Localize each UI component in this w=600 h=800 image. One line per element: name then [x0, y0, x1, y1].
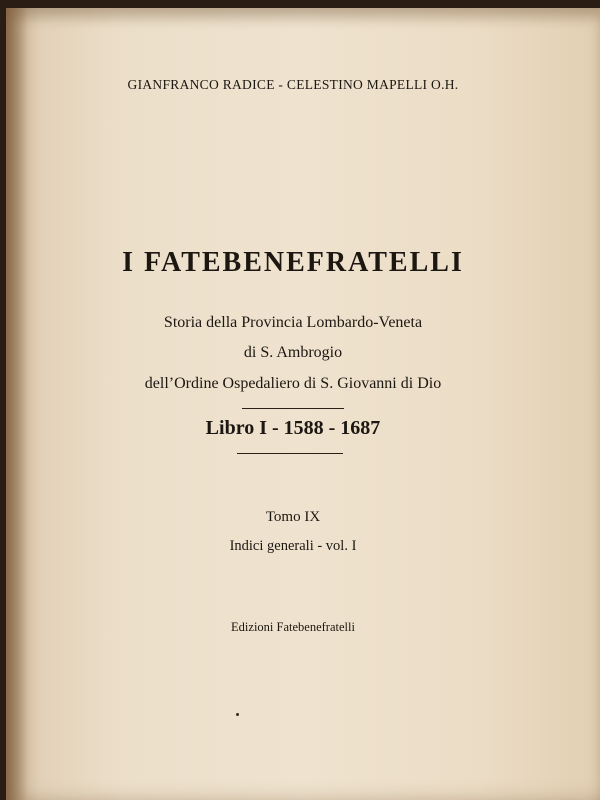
index-label: Indici generali - vol. I	[229, 538, 357, 554]
authors-line: GIANFRANCO RADICE - CELESTINO MAPELLI O.H.	[127, 77, 459, 92]
paper-speck	[236, 713, 239, 716]
subtitle-line-3: dell’Ordine Ospedaliero di S. Giovanni di Dio	[144, 375, 442, 392]
subtitle-line-1: Storia della Provincia Lombardo-Veneta	[163, 314, 423, 331]
divider-top	[242, 408, 344, 409]
title-page	[6, 8, 600, 800]
book-title: I FATEBENEFRATELLI	[122, 247, 464, 278]
publisher-name: Edizioni Fatebenefratelli	[231, 620, 355, 634]
book-part: Libro I - 1588 - 1687	[205, 417, 381, 439]
volume-number: Tomo IX	[265, 509, 321, 525]
divider-bottom	[237, 453, 343, 454]
subtitle-line-2: di S. Ambrogio	[243, 344, 343, 361]
spine-shadow	[6, 8, 28, 800]
